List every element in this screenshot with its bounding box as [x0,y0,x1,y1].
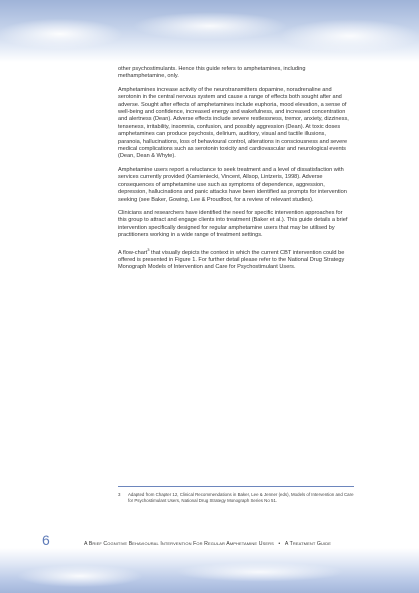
paragraph-3: Amphetamine users report a reluctance to seek treatment and a level of dissatisfaction with services currently provided (Kamieniecki, Vincent, Allsop, Lintzeris, 1998). Adverse consequences of amphetamine use such as symptoms of dependence, aggression, depression, hallucinations and panic attacks have been identified as prompts for intervention seeking (see Baker, Gowing, Lee & Proudfoot, for a review of relevant studies). [118,166,347,203]
paragraph-5-rest: that visually depicts the context in which the current CBT intervention could be offered is presented in Figure 1. For further detail please refer to the National Drug Strategy Monograph Models of Intervention and Care for Psychostimulant Users. [118,249,345,271]
paragraph-1: other psychostimulants. Hence this guide refers to amphetamines, including methamphetamine, only. [118,66,306,80]
page-number: 6 [42,532,50,548]
header-sky-banner [0,0,419,62]
paragraph-5 [118,246,350,272]
body-text [118,66,350,278]
paragraph-4: Clinicians and researchers have identified the need for specific intervention approaches for this group to attract and engage clients into treatment (Baker et al.). This guide details a brief intervention specifically designed for regular amphetamine users that may be utilised by practitioners working in a wide range of treatment settings. [118,209,348,239]
footnote-text: Adapted from Chapter 12, Clinical Recommendations in Baker, Lee & Jenner (eds), Models of Intervention and Care for Psychostimulant Users, National Drug Strategy Monograph Series No 51. [128,492,354,503]
footer-subtitle: A Treatment Guide [284,541,332,547]
footer-sky-banner [0,548,419,593]
running-footer [84,541,394,547]
paragraph-5-lead: A flow-chart [118,249,148,256]
footer-title: A Brief Cognitive Behavioural Intervention For Regular Amphetamine Users [84,541,274,547]
footnote-number: 3 [118,492,121,497]
footnote [118,492,354,504]
footer-separator: • [278,541,281,547]
paragraph-2: Amphetamines increase activity of the neurotransmitters dopamine, noradrenaline and serotonin in the central nervous system and cause a range of effects both sought after and adverse. Sought after effects of amphetamines include euphoria, mood elevation, a sense of well-being and confidence, increased energy and wakefulness, and increased concentration and alertness (Dean). Adverse effects include severe restlessness, tremor, anxiety, dizziness, tenseness, irritability, insomnia, confusion, and possibly aggression (Dean). At toxic doses amphetamines can produce psychosis, delirium, auditory, visual and tactile illusions, paranoia, hallucinations, loss of behavioural control, alterations in consciousness and severe medical complications such as serotonin toxicity and cardiovascular and neurological events (Dean, Dean & Whyte). [118,86,349,160]
footnote-divider [118,486,354,487]
footnote-reference[interactable]: 3 [147,246,150,252]
